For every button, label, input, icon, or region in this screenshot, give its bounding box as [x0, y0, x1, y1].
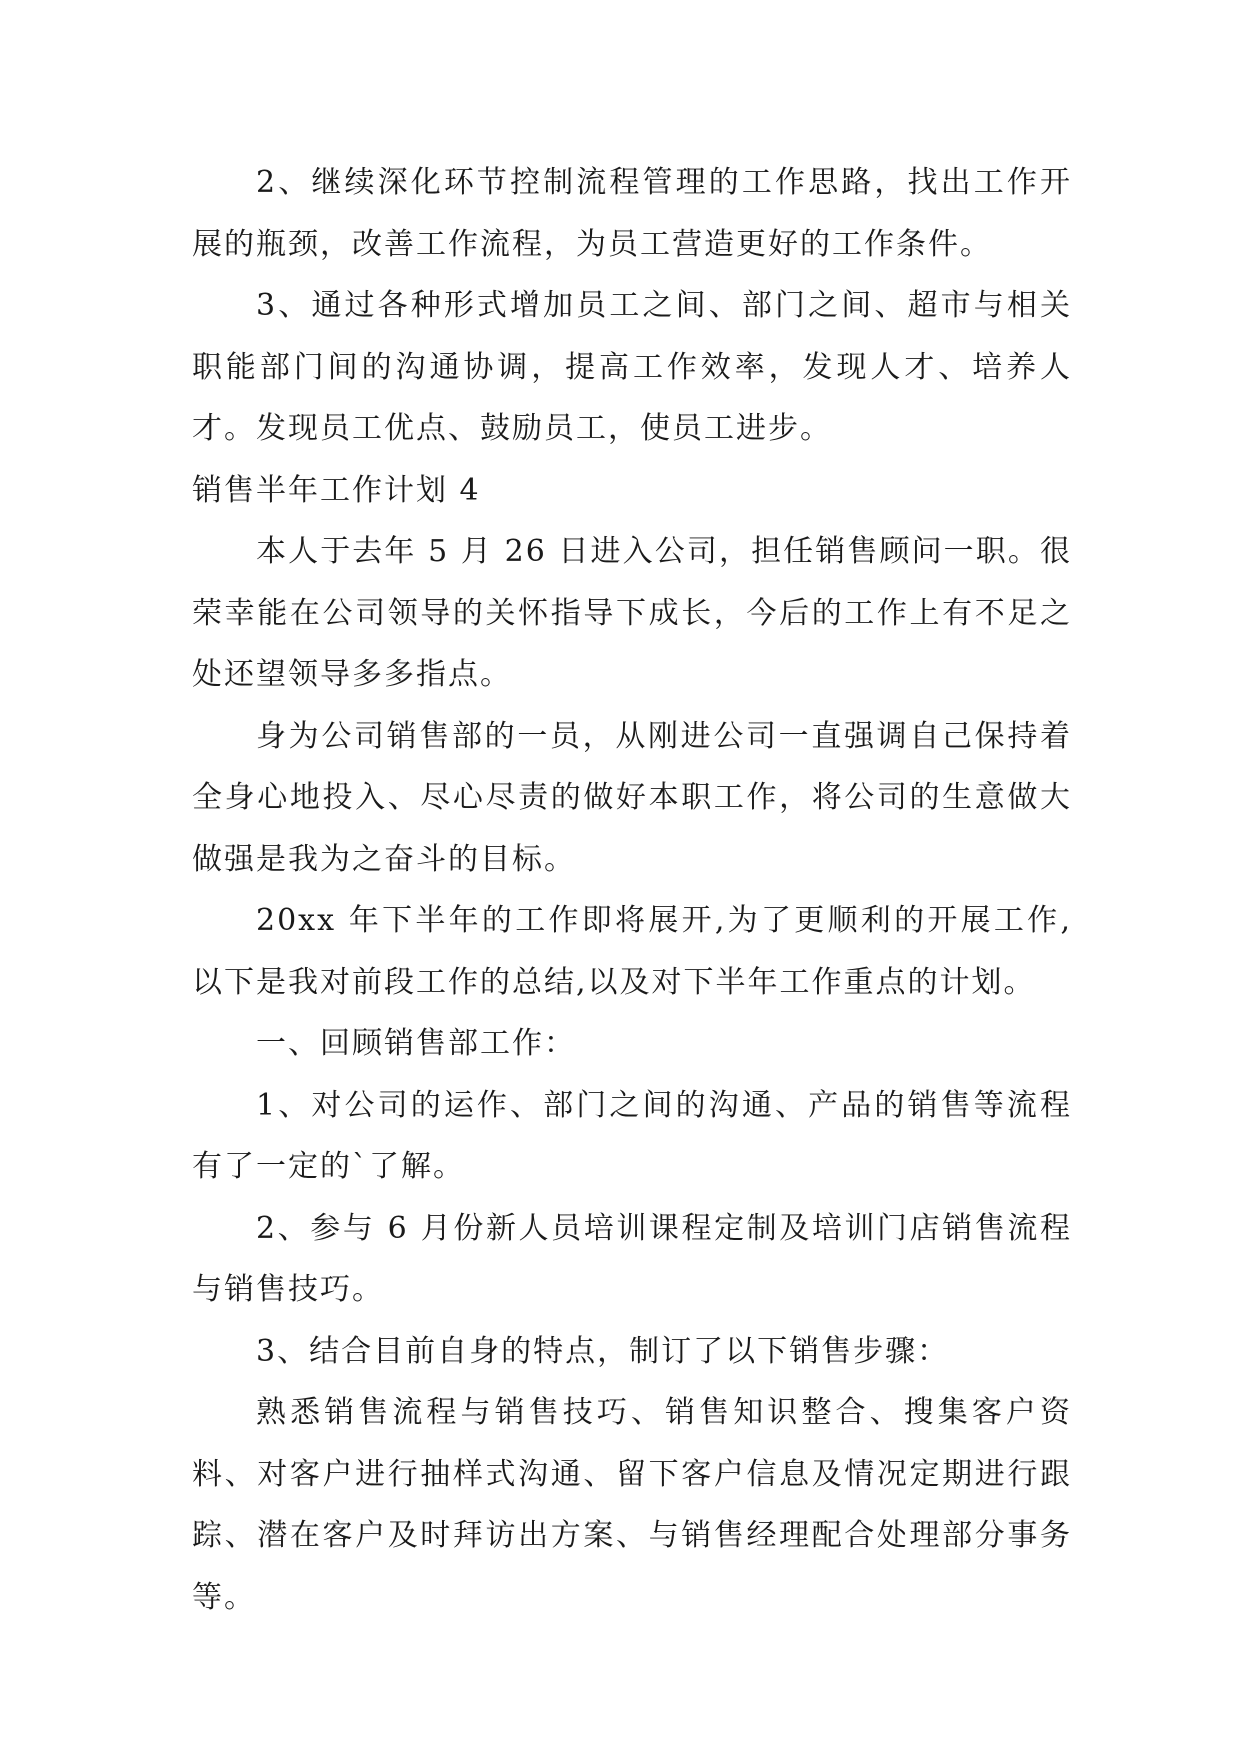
para-review-item-2: 2、参与 6 月份新人员培训课程定制及培训门店销售流程与销售技巧。	[192, 1210, 1072, 1307]
document-body	[192, 152, 1072, 1628]
para-review-item-3: 3、结合目前自身的特点，制订了以下销售步骤：	[256, 1333, 950, 1369]
para-review-item-1: 1、对公司的运作、部门之间的沟通、产品的销售等流程有了一定的`了解。	[192, 1087, 1072, 1184]
section-heading-plan-4: 销售半年工作计划 4	[192, 472, 481, 508]
para-item-2-workflow: 2、继续深化环节控制流程管理的工作思路，找出工作开展的瓶颈，改善工作流程，为员工营造更好的工作条件。	[192, 165, 1072, 262]
para-review-heading: 一、回顾销售部工作：	[256, 1026, 576, 1061]
para-sales-member: 身为公司销售部的一员，从刚进公司一直强调自己保持着全身心地投入、尽心尽责的做好本职工作，将公司的生意做大做强是我为之奋斗的目标。	[192, 718, 1072, 877]
para-item-3-communication: 3、通过各种形式增加员工之间、部门之间、超市与相关职能部门间的沟通协调，提高工作效率，发现人才、培养人才。发现员工优点、鼓励员工，使员工进步。	[192, 288, 1072, 446]
para-second-half-plan: 20xx 年下半年的工作即将展开,为了更顺利的开展工作,以下是我对前段工作的总结,以及对下半年工作重点的计划。	[192, 903, 1072, 1000]
para-sales-steps: 熟悉销售流程与销售技巧、销售知识整合、搜集客户资料、对客户进行抽样式沟通、留下客户信息及情况定期进行跟踪、潜在客户及时拜访出方案、与销售经理配合处理部分事务等。	[192, 1395, 1072, 1615]
para-intro-joining: 本人于去年 5 月 26 日进入公司，担任销售顾问一职。很荣幸能在公司领导的关怀指导下成长，今后的工作上有不足之处还望领导多多指点。	[192, 534, 1072, 692]
